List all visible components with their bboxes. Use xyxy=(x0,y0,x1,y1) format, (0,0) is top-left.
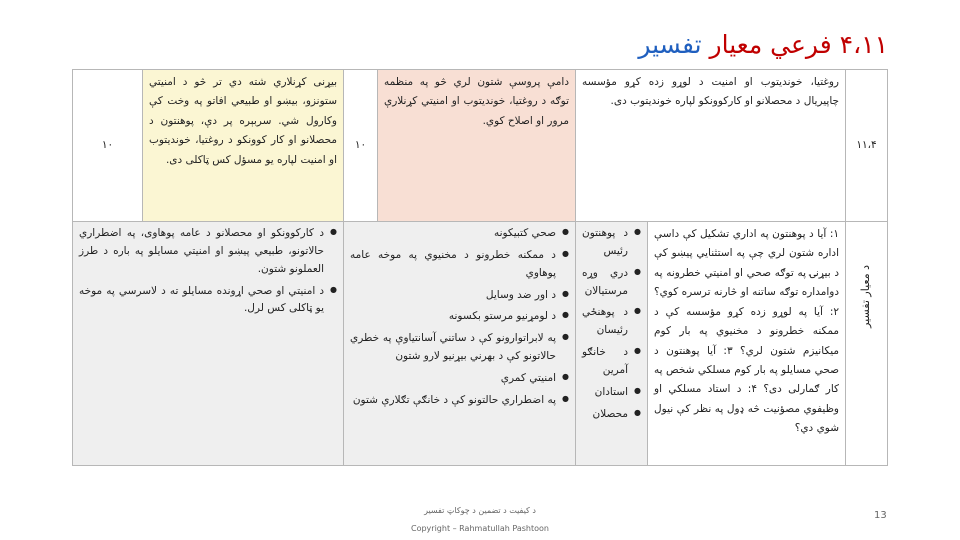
list-item: ● د امنيتي او صحي اړونده مسايلو ته د لاسرسي په موخه يو ټاکلی کس لرل. xyxy=(79,283,337,319)
list-item: ● صحي کتبيکونه xyxy=(350,225,569,243)
stakeholders-cell xyxy=(576,222,648,466)
stakeholders-list xyxy=(582,225,641,423)
actions-cell xyxy=(73,222,344,466)
score-cell: ۱۰ xyxy=(344,70,378,222)
list-item: ● د پوهنځي رئيسان xyxy=(582,304,641,340)
footer-text: د کيفيت د تضمين د چوکاټ تفسير xyxy=(424,506,536,515)
title-accent: تفسير xyxy=(638,30,702,59)
process-cell: دامې پروسې شتون لري څو په منظمه توګه د روغتيا، خونديتوب او امنيتي کړنلارې مرور او اصلاح کوي. xyxy=(378,70,576,222)
rotated-label-cell xyxy=(846,222,888,466)
table-row xyxy=(73,70,888,222)
criterion-code: ۱۱،۴ xyxy=(846,70,888,222)
list-item: ● په لابراتوارونو کې د ساتني آسانتياوې په خطري حالاتونو کې د بهرني بيړنيو لارو شتون xyxy=(350,330,569,366)
actions-list xyxy=(79,225,337,318)
list-item: ● د لومړنيو مرستو بکسونه xyxy=(350,308,569,326)
list-item: ● دري وړه مرستيالان xyxy=(582,265,641,301)
table-row xyxy=(73,222,888,466)
title-number: ۴،۱۱ xyxy=(839,30,888,59)
evidence-list xyxy=(350,225,569,410)
questions-cell: ۱: آيا د پوهنتون په اداري تشکيل کې داسې اداره شتون لري چې په استثنايي پيښو کې د بيړنۍ په توګه صحي او امنيتي خطرونه په دوامداره توګه ساتنه او څارنه ترسره کوي؟ ۲: آيا په لوړو زده کړو مؤسسه کې د ممکنه خطرونو د مخنيوي په بار کوم ميکانيزم شتون لري؟ ۳: آيا پوهنتون د صحي مسايلو په بار کوم مسلکي شخص په کار ګمارلی دی؟ ۴: د استاد مسلکي او وظيفوي مصؤنيت څه ډول په نظر کې نيول شوي دي؟ xyxy=(648,222,846,466)
page-number: 13 xyxy=(874,510,887,521)
score-cell: ۱۰ xyxy=(73,70,143,222)
list-item: ● د ممکنه خطرونو د مخنيوي په موخه عامه پوهاوي xyxy=(350,247,569,283)
emergency-procedures-cell: بيړنی کړنلاري شته دي تر څو د امنيتي ستونزو، بيښو او طبيعي افاتو په وخت کې وکارول شي. سربېره پر دې، پوهنتون د محصلانو او کار کوونکو د روغتيا، خونديتوب او امنيت لپاره يو مسؤل کس ټاکلی دی. xyxy=(143,70,344,222)
list-item: ● د اور ضد وسايل xyxy=(350,287,569,305)
criteria-table xyxy=(72,69,888,466)
list-item: ● د خانګو آمرين xyxy=(582,344,641,380)
evidence-cell xyxy=(344,222,576,466)
title-main: فرعي معيار xyxy=(709,30,832,59)
rotated-label: د معيار تفسير xyxy=(859,265,873,328)
list-item: ● د کارکوونکو او محصلانو د عامه پوهاوی، په اضطراري حالاتونو، طبيعي پيښو او امنيتي مسايلو په باره د طرز العملونو شتون. xyxy=(79,225,337,279)
list-item: ● په اضطراري حالتونو کې د خانګې تګلارې شتون xyxy=(350,392,569,410)
copyright: Copyright – Rahmatullah Pashtoon xyxy=(411,524,549,533)
list-item: ● امنيتي کمرې xyxy=(350,370,569,388)
criterion-description: روغتيا، خونديتوب او امنيت د لوړو زده کړو مؤسسه چاپيريال د محصلانو او کارکوونکو لپاره خونديتوب دی. xyxy=(576,70,846,222)
page-title xyxy=(638,30,888,59)
list-item: ● محصلان xyxy=(582,406,641,424)
list-item: ● استادان xyxy=(582,384,641,402)
list-item: ● د پوهنتون رئيس xyxy=(582,225,641,261)
